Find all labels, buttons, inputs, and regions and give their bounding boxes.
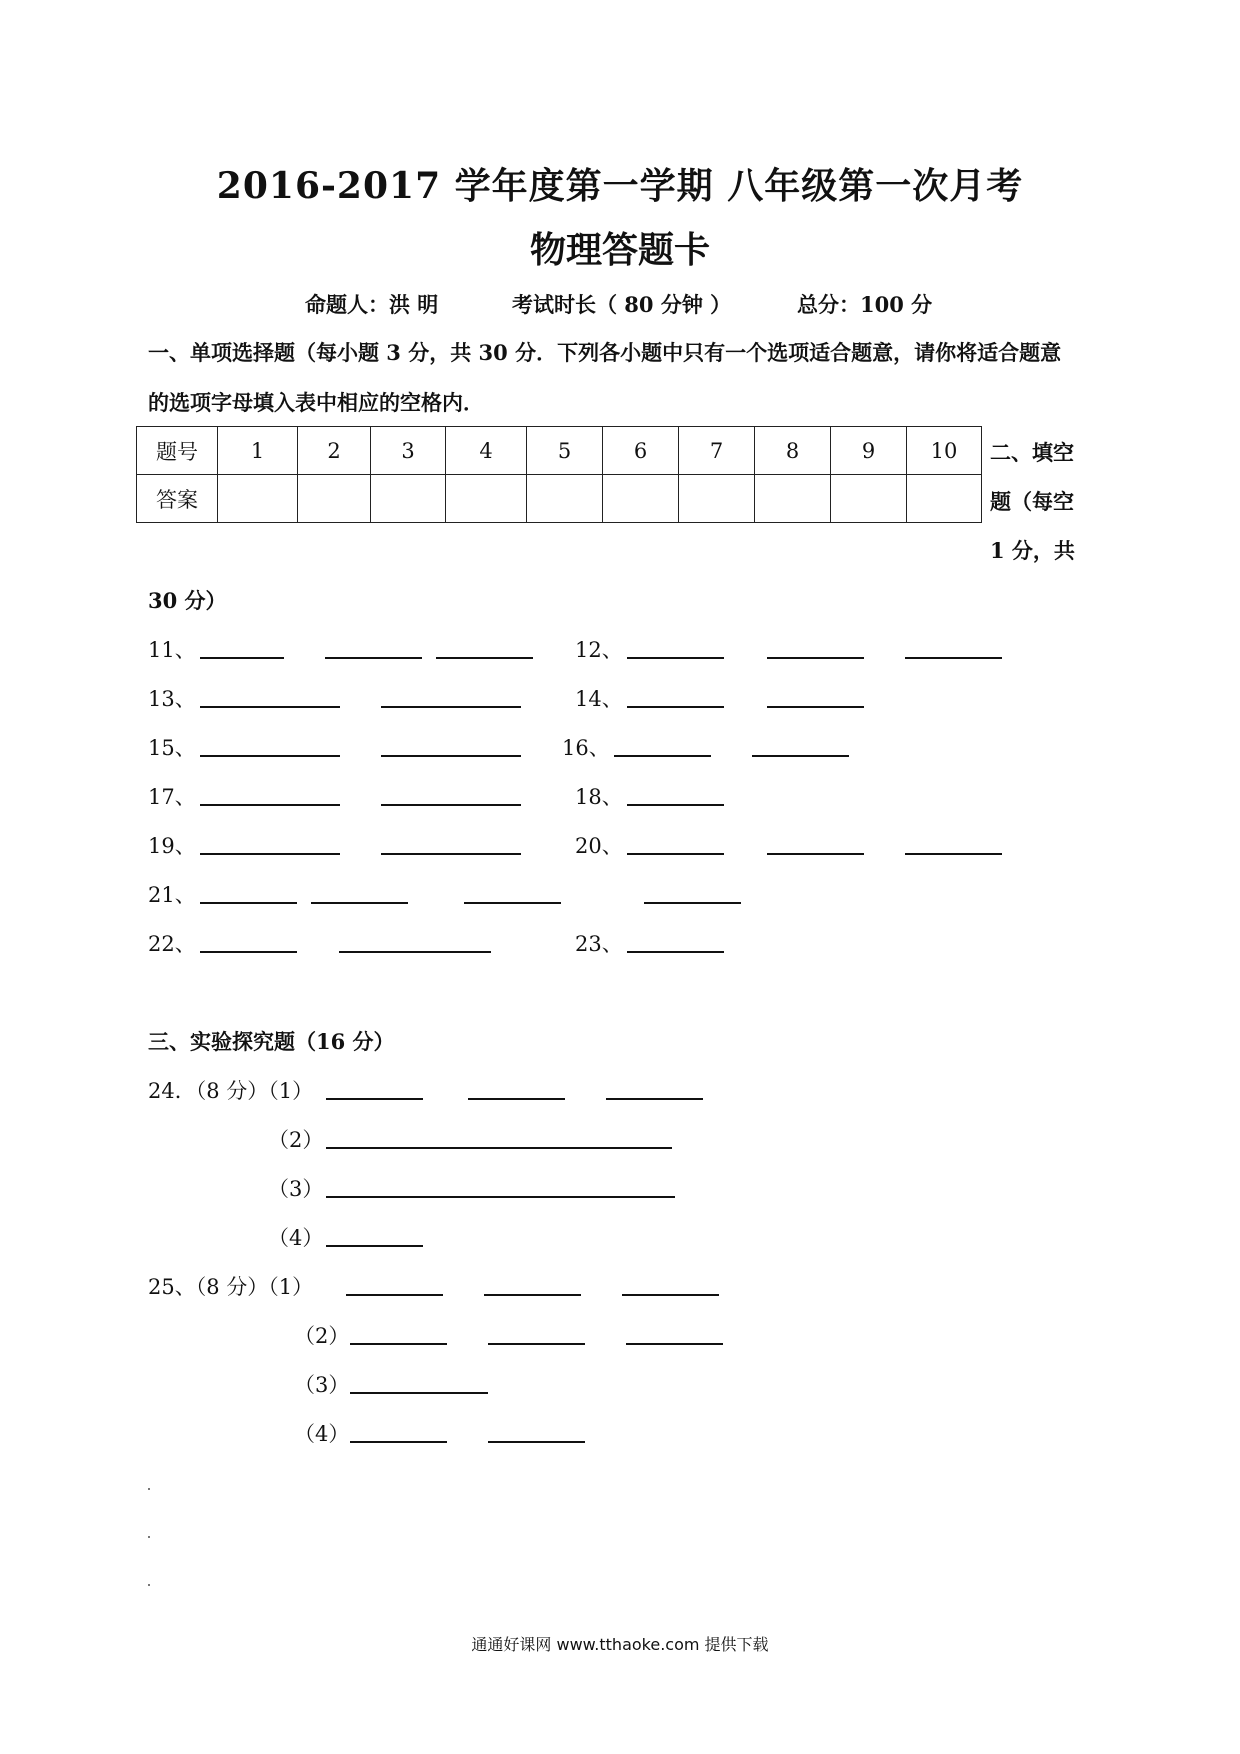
answer-cell-8[interactable] [755,475,831,523]
q11-label: 11、 [148,638,196,662]
q24-1-blank-2[interactable] [468,1098,565,1100]
q23-label: 23、 [575,932,623,956]
q12-blank-2[interactable] [767,657,864,659]
section2-title-line1: 二、填空 [990,440,1074,465]
q25-2-blank-1[interactable] [350,1343,447,1345]
q11-blank-2[interactable] [325,657,422,659]
q22-blank-2[interactable] [339,951,491,953]
q21-blank-3[interactable] [464,902,561,904]
table-number-1: 1 [218,427,298,475]
q24-3-label: （3） [268,1177,324,1201]
q25-2-blank-3[interactable] [626,1343,723,1345]
q21-label: 21、 [148,883,196,907]
q16-blank-1[interactable] [614,755,711,757]
exam-subtitle: 物理答题卡 [529,229,710,271]
q25-3-blank[interactable] [350,1392,488,1394]
answer-cell-10[interactable] [907,475,982,523]
table-number-7: 7 [679,427,755,475]
q24-2-label: （2） [268,1128,324,1152]
q25-3-label: （3） [294,1373,350,1397]
exam-title: 2016-2017 学年度第一学期 八年级第一次月考 [216,165,1024,207]
q11-blank-3[interactable] [436,657,533,659]
answer-table-answer-row [137,475,982,523]
q25-2-blank-2[interactable] [488,1343,585,1345]
q12-label: 12、 [575,638,623,662]
table-header-number: 题号 [137,427,218,475]
answer-cell-2[interactable] [298,475,371,523]
q23-blank-1[interactable] [627,951,724,953]
answer-table-number-row [137,427,982,475]
table-number-3: 3 [371,427,446,475]
q24-2-blank[interactable] [326,1147,672,1149]
q17-blank-1[interactable] [200,804,340,806]
q19-blank-1[interactable] [200,853,340,855]
answer-cell-6[interactable] [603,475,679,523]
q25-4-blank-1[interactable] [350,1441,447,1443]
q25-1-blank-1[interactable] [346,1294,443,1296]
table-number-8: 8 [755,427,831,475]
q16-blank-2[interactable] [752,755,849,757]
duration-label: 考试时长（ 80 分钟 ） [512,292,732,317]
q12-blank-3[interactable] [905,657,1002,659]
q25-1-blank-3[interactable] [622,1294,719,1296]
q25-4-blank-2[interactable] [488,1441,585,1443]
table-number-10: 10 [907,427,982,475]
q21-blank-1[interactable] [200,902,297,904]
answer-table [136,426,982,523]
q16-label: 16、 [562,736,610,760]
q21-blank-4[interactable] [644,902,741,904]
section2-title-line2: 题（每空 [990,489,1074,514]
q24-3-blank[interactable] [326,1196,675,1198]
q25-label: 25、（8 分）（1） [148,1275,314,1299]
q24-4-blank[interactable] [326,1245,423,1247]
footer-source-note: 通通好课网 www.tthaoke.com 提供下载 [471,1635,769,1654]
q25-1-blank-2[interactable] [484,1294,581,1296]
section1-instruction-line2: 的选项字母填入表中相应的空格内． [148,390,484,415]
answer-cell-5[interactable] [527,475,603,523]
answer-cell-3[interactable] [371,475,446,523]
stray-dot [148,1488,150,1490]
q17-blank-2[interactable] [381,804,521,806]
q20-blank-3[interactable] [905,853,1002,855]
q24-1-blank-1[interactable] [326,1098,423,1100]
answer-cell-9[interactable] [831,475,907,523]
q19-blank-2[interactable] [381,853,521,855]
table-number-9: 9 [831,427,907,475]
q20-blank-2[interactable] [767,853,864,855]
q20-label: 20、 [575,834,623,858]
q25-2-label: （2） [294,1324,350,1348]
q13-blank-1[interactable] [200,706,340,708]
q15-label: 15、 [148,736,196,760]
stray-dot [148,1584,150,1586]
q11-blank-1[interactable] [200,657,284,659]
q22-label: 22、 [148,932,196,956]
q20-blank-1[interactable] [627,853,724,855]
q14-blank-2[interactable] [767,706,864,708]
table-number-6: 6 [603,427,679,475]
table-number-5: 5 [527,427,603,475]
q21-blank-2[interactable] [311,902,408,904]
q22-blank-1[interactable] [200,951,297,953]
q13-label: 13、 [148,687,196,711]
q14-label: 14、 [575,687,623,711]
q24-label: 24．（8 分）（1） [148,1079,314,1103]
q25-4-label: （4） [294,1422,350,1446]
q15-blank-1[interactable] [200,755,340,757]
section2-title-line4: 30 分） [148,588,227,613]
q17-label: 17、 [148,785,196,809]
section3-title: 三、实验探究题（16 分） [148,1029,395,1054]
q19-label: 19、 [148,834,196,858]
total-score-label: 总分：100 分 [797,292,933,317]
stray-dot [148,1536,150,1538]
table-header-answer: 答案 [137,475,218,523]
section1-instruction-line1: 一、单项选择题（每小题 3 分，共 30 分．下列各小题中只有一个选项适合题意，请你将适合题意 [148,340,1062,365]
answer-cell-1[interactable] [218,475,298,523]
answer-cell-7[interactable] [679,475,755,523]
q12-blank-1[interactable] [627,657,724,659]
table-number-4: 4 [446,427,527,475]
q13-blank-2[interactable] [381,706,521,708]
q15-blank-2[interactable] [381,755,521,757]
q14-blank-1[interactable] [627,706,724,708]
q18-label: 18、 [575,785,623,809]
q24-1-blank-3[interactable] [606,1098,703,1100]
answer-cell-4[interactable] [446,475,527,523]
q24-4-label: （4） [268,1226,324,1250]
q18-blank-1[interactable] [627,804,724,806]
author-label: 命题人：洪 明 [305,292,439,317]
table-number-2: 2 [298,427,371,475]
section2-title-line3: 1 分，共 [990,538,1075,563]
